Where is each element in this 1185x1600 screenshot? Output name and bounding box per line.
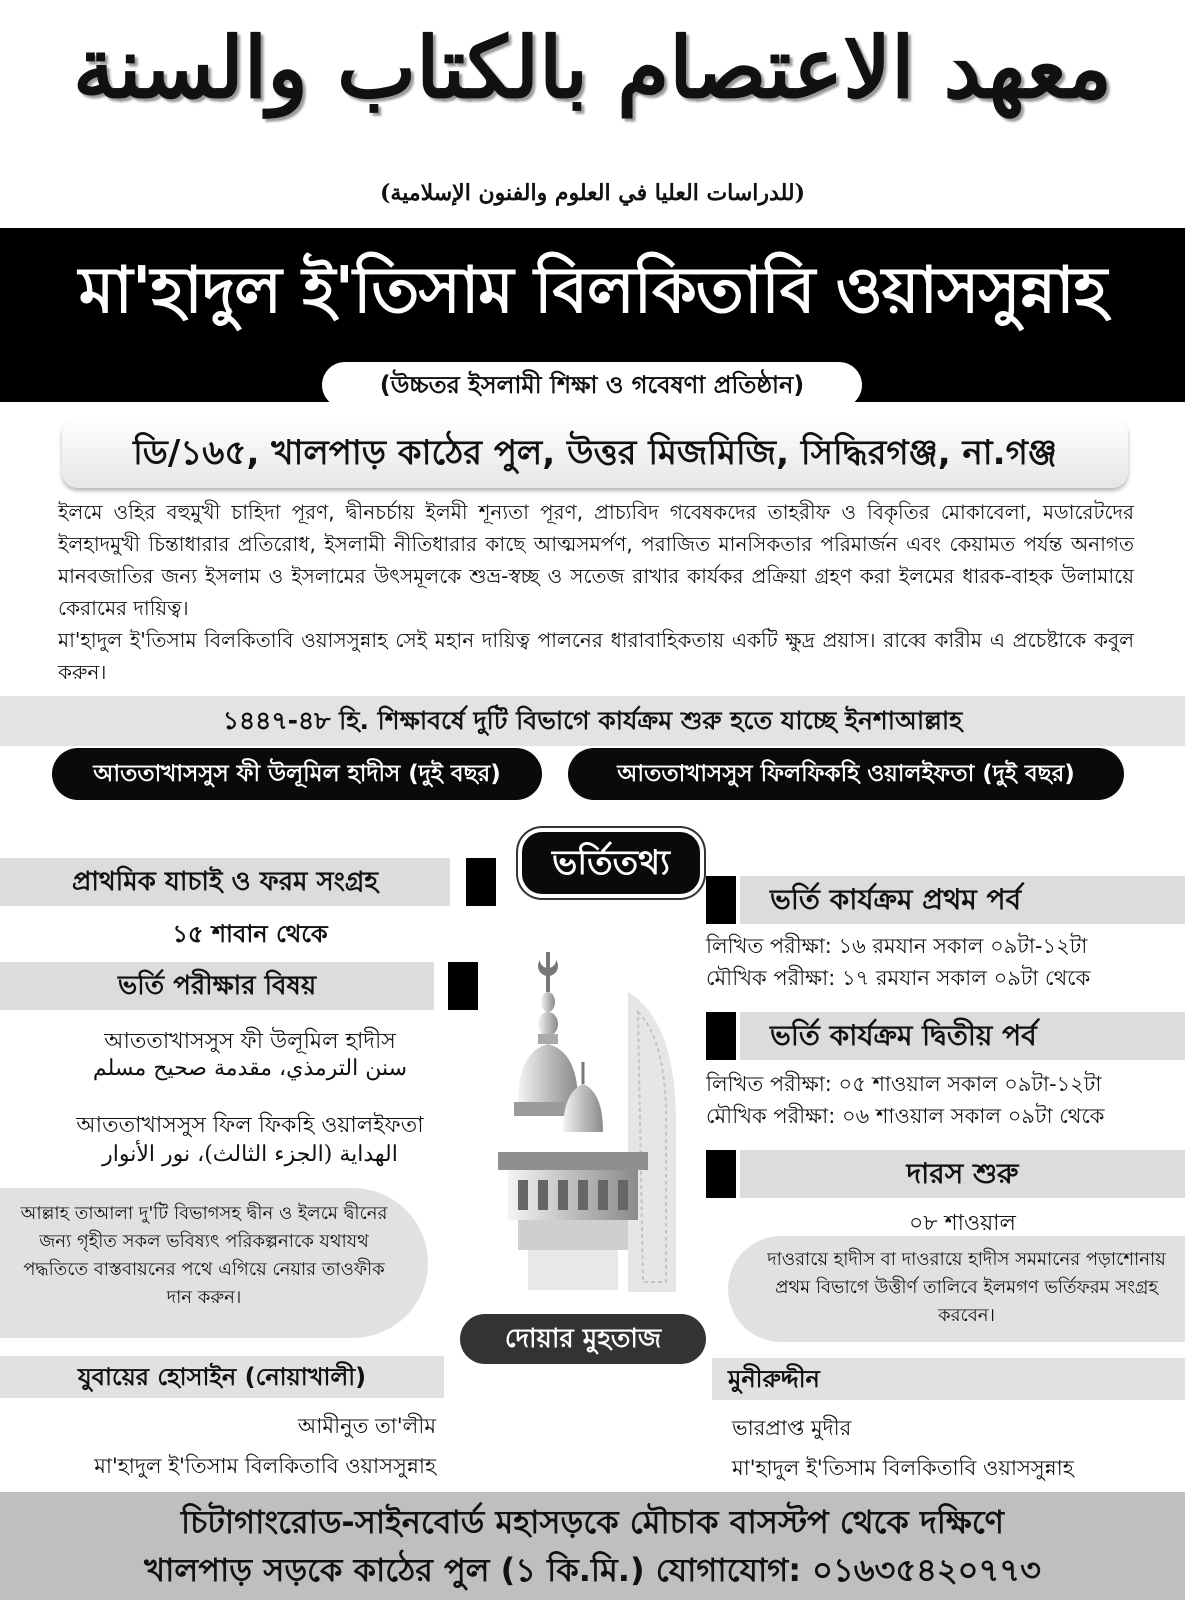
bangla-institute-title: মা'হাদুল ই'তিসাম বিলকিতাবি ওয়াসসুন্নাহ — [78, 254, 1107, 328]
exam-subjects-heading: ভর্তি পরীক্ষার বিষয় — [0, 962, 434, 1010]
classes-start-date: ০৮ শাওয়াল — [909, 1211, 1016, 1236]
phase-2-oral: মৌখিক পরীক্ষা: ০৬ শাওয়াল সকাল ০৯টা থেকে — [706, 1104, 1105, 1128]
mosque-minaret-icon — [478, 952, 678, 1302]
department-fiqh-ifta: আততাখাসসুস ফিলফিকহি ওয়ালইফতা (দুই বছর) — [568, 748, 1124, 800]
address: ডি/১৬৫, খালপাড় কাঠের পুল, উত্তর মিজমিজি, সিদ্ধিরগঞ্জ, না.গঞ্জ — [62, 418, 1128, 488]
heading-marker — [706, 1012, 736, 1060]
dua-text: আল্লাহ তাআলা দু'টি বিভাগসহ দ্বীন ও ইলমে দ্বীনের জন্য গৃহীত সকল ভবিষ্যৎ পরিকল্পনাকে যথাযথ পদ্ধতিতে বাস্তবায়নের পথে এগিয়ে নেয়ার তাওফীক দান করুন। — [0, 1188, 428, 1338]
intro-text — [58, 496, 1134, 688]
left-signer-title: আমীনুত তা'লীম — [297, 1414, 436, 1438]
heading-marker — [448, 962, 478, 1010]
intro-paragraph-1: ইলমে ওহির বহুমুখী চাহিদা পূরণ, দ্বীনচর্চায় ইলমী শূন্যতা পূরণ, প্রাচ্যবিদ গবেষকদের তাহরীফ ও বিকৃতির মোকাবেলা, মডারেটদের ইলহাদমুখী চিন্তাধারার প্রতিরোধ, ইসলামী নীতিধারার কাছে আত্মসমর্পণ, পরাজিত মানসিকতার পরিমার্জন এবং কেয়ামত পর্যন্ত অনাগত মানবজাতির জন্য ইসলাম ও ইসলামের উৎসমূলকে শুভ্র-স্বচ্ছ ও সতেজ রাখার কার্যকর প্রক্রিয়া গ্রহণ করা ইলমের ধারক-বাহক উলামায়ে কেরামের দায়িত্ব। — [58, 500, 1134, 620]
academic-year-banner: ১৪৪৭-৪৮ হি. শিক্ষাবর্ষে দুটি বিভাগে কার্যক্রম শুরু হতে যাচ্ছে ইনশাআল্লাহ — [0, 696, 1185, 746]
prelim-heading: প্রাথমিক যাচাই ও ফরম সংগ্রহ — [0, 858, 450, 906]
subject-2-books: الهداية (الجزء الثالث)، نور الأنوار — [102, 1142, 398, 1167]
subject-1-name: আততাখাসসুস ফী উলূমিল হাদীস — [104, 1029, 396, 1054]
phase-2-written: লিখিত পরীক্ষা: ০৫ শাওয়াল সকাল ০৯টা-১২টা — [706, 1072, 1102, 1096]
phase-1-written: লিখিত পরীক্ষা: ১৬ রমযান সকাল ০৯টা-১২টা — [706, 934, 1088, 958]
right-signer-org: মা'হাদুল ই'তিসাম বিলকিতাবি ওয়াসসুন্নাহ — [732, 1456, 1074, 1480]
department-hadith: আততাখাসসুস ফী উলূমিল হাদীস (দুই বছর) — [52, 748, 542, 800]
prelim-date: ১৫ শাবান থেকে — [172, 920, 328, 948]
phase-2-heading: ভর্তি কার্যক্রম দ্বিতীয় পর্ব — [740, 1012, 1185, 1060]
admission-info-badge: ভর্তিতথ্য — [522, 832, 700, 894]
intro-paragraph-2: মা'হাদুল ই'তিসাম বিলকিতাবি ওয়াসসুন্নাহ সেই মহান দায়িত্ব পালনের ধারাবাহিকতায় একটি ক্ষুদ্র প্রয়াস। রাব্বে কারীম এ প্রচেষ্টাকে কবুল করুন। — [58, 628, 1134, 684]
admission-note: দাওরায়ে হাদীস বা দাওরায়ে হাদীস সমমানের পড়াশোনায় প্রথম বিভাগে উত্তীর্ণ তালিবে ইলমগণ ভর্তিফরম সংগ্রহ করবেন। — [728, 1236, 1185, 1342]
subject-2-name: আততাখাসসুস ফিল ফিকহি ওয়ালইফতা — [76, 1113, 424, 1138]
heading-marker — [706, 876, 736, 924]
left-signer-org: মা'হাদুল ই'তিসাম বিলকিতাবি ওয়াসসুন্নাহ — [94, 1454, 436, 1478]
bangla-institute-subtitle: (উচ্চতর ইসলামী শিক্ষা ও গবেষণা প্রতিষ্ঠান) — [322, 362, 862, 408]
phase-1-heading: ভর্তি কার্যক্রম প্রথম পর্ব — [740, 876, 1185, 924]
right-signer-name: মুনীরুদ্দীন — [712, 1358, 1185, 1400]
arabic-institute-title: معهد الاعتصام بالكتاب والسنة — [72, 18, 1112, 117]
footer-directions — [0, 1492, 1185, 1600]
phase-1-oral: মৌখিক পরীক্ষা: ১৭ রমযান সকাল ০৯টা থেকে — [706, 966, 1091, 990]
subject-1-books: سنن الترمذي، مقدمة صحيح مسلم — [92, 1056, 408, 1081]
left-signer-name: যুবায়ের হোসাইন (নোয়াখালী) — [0, 1356, 444, 1398]
classes-start-heading: দারস শুরু — [740, 1150, 1185, 1198]
heading-marker — [706, 1150, 736, 1198]
arabic-institute-subtitle: (للدراسات العليا في العلوم والفنون الإسلامية) — [379, 180, 805, 206]
footer-line-1: চিটাগাংরোড-সাইনবোর্ড মহাসড়কে মৌচাক বাসস্টপ থেকে দক্ষিণে — [180, 1503, 1005, 1541]
dua-badge: দোয়ার মুহতাজ — [460, 1314, 706, 1364]
right-signer-title: ভারপ্রাপ্ত মুদীর — [732, 1416, 852, 1440]
heading-marker — [466, 858, 496, 906]
footer-line-2: খালপাড় সড়কে কাঠের পুল (১ কি.মি.) যোগাযোগ: ০১৬৩৫৪২০৭৭৩ — [144, 1551, 1041, 1589]
